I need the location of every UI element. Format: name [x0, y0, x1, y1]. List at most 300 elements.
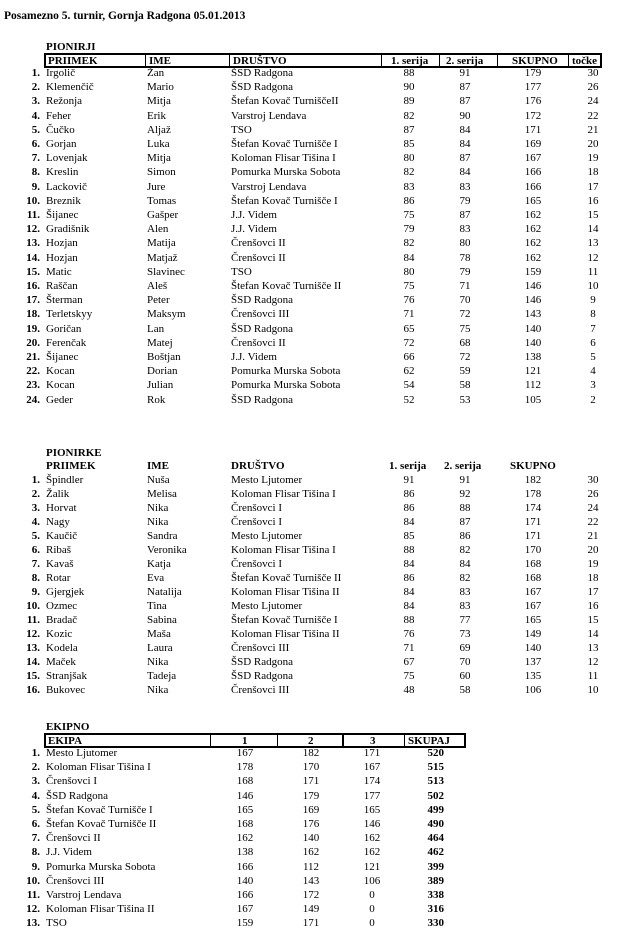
- cell-team: Varstroj Lendava: [46, 889, 122, 901]
- table-row: [0, 337, 640, 351]
- cell-points: 15: [587, 614, 599, 626]
- cell-points: 17: [587, 180, 599, 193]
- cell-points: 30: [587, 474, 599, 486]
- cell-total: 162: [524, 251, 542, 264]
- cell-surname: Hozjan: [46, 251, 78, 264]
- table-row: [0, 502, 640, 516]
- cell-first-name: Rok: [147, 393, 166, 406]
- cell-surname: Šijanec: [46, 351, 79, 363]
- cell-series-1: 71: [403, 642, 415, 654]
- cell-first-name: Tadeja: [147, 670, 177, 682]
- cell-club: Koloman Flisar Tišina I: [231, 488, 336, 500]
- table-row: [0, 642, 640, 656]
- cell-series-2: 86: [459, 530, 471, 542]
- cell-series-1: 84: [403, 251, 415, 264]
- cell-rank: 1.: [31, 747, 40, 759]
- cell-club: Pomurka Murska Sobota: [231, 365, 341, 378]
- cell-club: Črenšovci I: [231, 502, 283, 514]
- cell-points: 11: [587, 670, 599, 682]
- cell-rank: 22.: [26, 365, 40, 378]
- cell-series-2: 71: [459, 280, 471, 292]
- col-header-ime: IME: [147, 460, 169, 472]
- cell-team: TSO: [46, 917, 67, 930]
- cell-team: Pomurka Murska Sobota: [46, 860, 156, 873]
- cell-rank: 6.: [31, 138, 40, 150]
- cell-club: Koloman Flisar Tišina II: [231, 628, 340, 640]
- cell-total: 178: [524, 488, 542, 500]
- cell-series-1: 80: [403, 265, 415, 278]
- table-row: [0, 110, 640, 124]
- cell-points: 21: [587, 123, 599, 136]
- cell-club: Štefan Kovač Turnišče II: [231, 280, 342, 292]
- cell-round-1: 166: [236, 860, 254, 873]
- cell-series-2: 78: [459, 251, 471, 264]
- cell-points: 24: [587, 502, 599, 514]
- cell-round-2: 171: [302, 775, 320, 788]
- document-title: Posamezno 5. turnir, Gornja Radgona 05.01.2013: [4, 10, 246, 22]
- cell-series-2: 90: [459, 109, 471, 122]
- cell-surname: Gorjan: [46, 138, 77, 150]
- cell-series-2: 83: [459, 586, 471, 598]
- cell-surname: Breznik: [46, 194, 81, 207]
- cell-club: Štefan Kovač Turnišče I: [231, 194, 338, 207]
- cell-total: 176: [524, 95, 542, 108]
- cell-first-name: Mario: [147, 81, 174, 94]
- cell-round-3: 162: [363, 832, 381, 845]
- table-row: [0, 614, 640, 628]
- cell-club: Štefan Kovač Turnišče I: [231, 614, 338, 626]
- cell-rank: 8.: [31, 572, 40, 584]
- cell-points: 10: [587, 684, 599, 696]
- cell-rank: 15.: [26, 265, 40, 278]
- col-header-round3: 3: [370, 735, 376, 747]
- table-row: [0, 181, 640, 195]
- cell-points: 18: [587, 166, 599, 179]
- cell-series-1: 48: [403, 684, 415, 696]
- cell-total: 166: [524, 180, 542, 193]
- cell-series-1: 66: [403, 351, 415, 363]
- cell-rank: 11.: [26, 209, 40, 221]
- cell-series-1: 67: [403, 656, 415, 668]
- cell-rank: 10.: [26, 874, 40, 887]
- cell-series-2: 84: [459, 166, 471, 179]
- table-row: [0, 875, 640, 889]
- cell-round-3: 146: [363, 818, 381, 830]
- cell-series-1: 75: [403, 280, 415, 292]
- cell-total: 166: [524, 166, 542, 179]
- cell-total: 140: [524, 642, 542, 654]
- table-row: [0, 790, 640, 804]
- cell-first-name: Laura: [147, 642, 173, 654]
- cell-points: 21: [587, 530, 599, 542]
- col-header-skupno: SKUPNO: [510, 460, 556, 472]
- cell-total: 490: [427, 818, 444, 830]
- cell-rank: 24.: [26, 393, 40, 406]
- cell-series-2: 79: [459, 194, 471, 207]
- cell-rank: 4.: [31, 789, 40, 802]
- cell-club: TSO: [231, 123, 252, 136]
- cell-team: Mesto Ljutomer: [46, 747, 118, 759]
- cell-surname: Feher: [46, 109, 72, 122]
- cell-points: 26: [587, 81, 599, 94]
- table-row: [0, 474, 640, 488]
- cell-series-2: 70: [459, 294, 471, 307]
- col-header-ekipa: EKIPA: [48, 735, 83, 747]
- cell-club: J.J. Videm: [231, 223, 277, 236]
- cell-first-name: Matjaž: [147, 251, 178, 264]
- table-row: [0, 656, 640, 670]
- table-row: [0, 308, 640, 322]
- table-row: [0, 195, 640, 209]
- cell-round-3: 171: [363, 747, 381, 759]
- cell-series-2: 87: [459, 209, 471, 221]
- cell-first-name: Julian: [147, 379, 174, 392]
- table-row: [0, 209, 640, 223]
- cell-rank: 3.: [31, 95, 40, 108]
- cell-first-name: Eva: [147, 572, 165, 584]
- cell-series-1: 86: [403, 572, 415, 584]
- cell-first-name: Peter: [147, 294, 170, 307]
- cell-surname: Stranjšak: [46, 670, 87, 682]
- cell-first-name: Jure: [147, 180, 166, 193]
- cell-first-name: Mitja: [147, 95, 171, 108]
- table-row: [0, 861, 640, 875]
- cell-round-3: 167: [363, 761, 381, 774]
- cell-series-1: 86: [403, 502, 415, 514]
- cell-total: 171: [524, 530, 542, 542]
- cell-club: Varstroj Lendava: [231, 109, 307, 122]
- cell-first-name: Maša: [147, 628, 171, 640]
- cell-first-name: Žan: [147, 67, 165, 79]
- cell-total: 174: [524, 502, 542, 514]
- cell-series-1: 75: [403, 670, 415, 682]
- cell-rank: 5.: [31, 123, 40, 136]
- cell-points: 24: [587, 95, 599, 108]
- cell-points: 10: [587, 280, 599, 292]
- cell-round-1: 159: [236, 917, 254, 930]
- cell-series-2: 68: [459, 336, 471, 349]
- table-row: [0, 747, 640, 761]
- cell-total: 316: [427, 903, 444, 916]
- cell-club: Črenšovci I: [231, 558, 283, 570]
- cell-surname: Kozic: [46, 628, 73, 640]
- cell-series-2: 83: [459, 180, 471, 193]
- cell-series-2: 91: [459, 67, 471, 79]
- cell-points: 26: [587, 488, 599, 500]
- cell-series-1: 85: [403, 138, 415, 150]
- cell-series-1: 65: [403, 322, 415, 335]
- cell-surname: Terletskyy: [46, 308, 93, 321]
- cell-points: 16: [587, 194, 599, 207]
- cell-series-2: 75: [459, 322, 471, 335]
- cell-round-2: 112: [302, 860, 320, 873]
- cell-series-2: 83: [459, 223, 471, 236]
- cell-rank: 2.: [31, 761, 40, 774]
- cell-total: 167: [524, 152, 542, 165]
- cell-round-2: 182: [302, 747, 320, 759]
- cell-club: Varstroj Lendava: [231, 180, 307, 193]
- cell-club: Štefan Kovač TurniščeII: [231, 95, 339, 108]
- cell-round-2: 176: [302, 818, 320, 830]
- cell-total: 170: [524, 544, 542, 556]
- cell-rank: 21.: [26, 351, 40, 363]
- cell-rank: 13.: [26, 237, 40, 250]
- cell-rank: 3.: [31, 775, 40, 788]
- table-row: [0, 237, 640, 251]
- cell-round-1: 140: [236, 874, 254, 887]
- col-header-ime: IME: [149, 55, 171, 67]
- cell-club: ŠSD Radgona: [231, 67, 294, 79]
- cell-total: 146: [524, 294, 542, 307]
- cell-first-name: Nika: [147, 516, 169, 528]
- table-row: [0, 67, 640, 81]
- cell-first-name: Matej: [147, 336, 173, 349]
- cell-points: 19: [587, 152, 599, 165]
- cell-rank: 19.: [26, 322, 40, 335]
- cell-series-2: 69: [459, 642, 471, 654]
- cell-total: 135: [524, 670, 542, 682]
- cell-team: ŠSD Radgona: [46, 789, 109, 802]
- cell-total: 177: [524, 81, 542, 94]
- cell-total: 167: [524, 600, 542, 612]
- cell-series-1: 85: [403, 530, 415, 542]
- cell-series-1: 88: [403, 544, 415, 556]
- cell-surname: Klemenčič: [46, 81, 94, 94]
- cell-rank: 17.: [26, 294, 40, 307]
- cell-series-2: 82: [459, 544, 471, 556]
- cell-first-name: Nuša: [147, 474, 170, 486]
- cell-total: 162: [524, 223, 542, 236]
- cell-surname: Nagy: [46, 516, 70, 528]
- cell-rank: 12.: [26, 628, 40, 640]
- cell-rank: 14.: [26, 656, 40, 668]
- cell-round-2: 140: [302, 832, 320, 845]
- cell-round-1: 178: [236, 761, 254, 774]
- cell-points: 13: [587, 237, 599, 250]
- cell-points: 18: [587, 572, 599, 584]
- cell-round-1: 162: [236, 832, 254, 845]
- cell-club: Črenšovci I: [231, 516, 283, 528]
- col-header-serija2: 2. serija: [444, 460, 482, 472]
- cell-first-name: Matija: [147, 237, 176, 250]
- cell-rank: 11.: [26, 889, 40, 901]
- cell-series-1: 89: [403, 95, 415, 108]
- cell-points: 11: [587, 265, 599, 278]
- cell-rank: 23.: [26, 379, 40, 392]
- cell-surname: Horvat: [46, 502, 77, 514]
- cell-rank: 14.: [26, 251, 40, 264]
- cell-series-2: 58: [459, 379, 471, 392]
- table-row: [0, 323, 640, 337]
- cell-surname: Gradišnik: [46, 223, 90, 236]
- col-header-round2: 2: [308, 735, 314, 747]
- table-row: [0, 223, 640, 237]
- cell-first-name: Nika: [147, 502, 169, 514]
- table-row: [0, 670, 640, 684]
- cell-club: Črenšovci II: [231, 251, 286, 264]
- cell-rank: 3.: [31, 502, 40, 514]
- col-header-round1: 1: [242, 735, 248, 747]
- cell-surname: Šijanec: [46, 209, 79, 221]
- cell-total: 179: [524, 67, 542, 79]
- cell-first-name: Dorian: [147, 365, 178, 378]
- cell-round-1: 168: [236, 775, 254, 788]
- cell-series-1: 88: [403, 67, 415, 79]
- cell-total: 137: [524, 656, 542, 668]
- cell-total: 105: [524, 393, 542, 406]
- table-row: [0, 152, 640, 166]
- cell-club: Štefan Kovač Turnišče II: [231, 572, 342, 584]
- cell-series-1: 52: [403, 393, 415, 406]
- cell-rank: 10.: [26, 194, 40, 207]
- cell-first-name: Luka: [147, 138, 170, 150]
- cell-points: 22: [587, 516, 599, 528]
- cell-surname: Kodela: [46, 642, 78, 654]
- cell-round-3: 174: [363, 775, 381, 788]
- cell-club: Pomurka Murska Sobota: [231, 166, 341, 179]
- cell-total: 165: [524, 194, 542, 207]
- section-heading-pionirji: PIONIRJI: [46, 41, 96, 53]
- table-row: [0, 379, 640, 393]
- cell-rank: 13.: [26, 917, 40, 930]
- cell-total: 168: [524, 572, 542, 584]
- cell-round-1: 166: [236, 889, 254, 901]
- cell-round-2: 162: [302, 846, 320, 859]
- cell-first-name: Sabina: [147, 614, 177, 626]
- cell-round-2: 143: [302, 874, 320, 887]
- cell-first-name: Alen: [147, 223, 169, 236]
- cell-first-name: Boštjan: [147, 351, 181, 363]
- col-header-priimek: PRIIMEK: [46, 460, 96, 472]
- cell-first-name: Katja: [147, 558, 171, 570]
- cell-total: 146: [524, 280, 542, 292]
- cell-points: 4: [590, 365, 596, 378]
- table-row: [0, 95, 640, 109]
- cell-points: 19: [587, 558, 599, 570]
- cell-round-3: 121: [363, 860, 381, 873]
- cell-club: Mesto Ljutomer: [231, 600, 303, 612]
- cell-series-2: 88: [459, 502, 471, 514]
- cell-team: Štefan Kovač Turnišče I: [46, 803, 153, 816]
- cell-series-2: 58: [459, 684, 471, 696]
- col-header-serija1: 1. serija: [391, 55, 429, 67]
- cell-total: 169: [524, 138, 542, 150]
- cell-club: ŠSD Radgona: [231, 656, 294, 668]
- cell-series-2: 72: [459, 308, 471, 321]
- col-header-drustvo: DRUŠTVO: [233, 55, 287, 67]
- table-row: [0, 280, 640, 294]
- cell-round-2: 171: [302, 917, 320, 930]
- cell-club: Mesto Ljutomer: [231, 530, 303, 542]
- cell-total: 389: [427, 874, 444, 887]
- cell-points: 12: [587, 656, 599, 668]
- cell-first-name: Aljaž: [147, 123, 171, 136]
- cell-rank: 9.: [31, 180, 40, 193]
- cell-team: Črenšovci III: [46, 874, 105, 887]
- cell-series-1: 71: [403, 308, 415, 321]
- cell-round-3: 165: [363, 803, 381, 816]
- cell-round-3: 0: [369, 889, 375, 901]
- cell-surname: Irgolič: [46, 67, 76, 79]
- cell-total: 138: [524, 351, 542, 363]
- cell-surname: Režonja: [46, 95, 83, 108]
- cell-round-3: 162: [363, 846, 381, 859]
- cell-first-name: Nika: [147, 656, 169, 668]
- cell-surname: Čučko: [46, 123, 75, 136]
- cell-first-name: Simon: [147, 166, 176, 179]
- cell-club: J.J. Videm: [231, 351, 277, 363]
- cell-points: 6: [590, 336, 596, 349]
- cell-club: Koloman Flisar Tišina I: [231, 544, 336, 556]
- cell-surname: Špindler: [46, 474, 84, 486]
- ekipno-header-row: [44, 733, 466, 748]
- table-row: [0, 558, 640, 572]
- table-row: [0, 124, 640, 138]
- cell-rank: 1.: [31, 474, 40, 486]
- table-row: [0, 903, 640, 917]
- cell-total: 338: [427, 889, 444, 901]
- cell-surname: Raščan: [46, 280, 78, 292]
- cell-total: 162: [524, 209, 542, 221]
- cell-series-1: 82: [403, 237, 415, 250]
- cell-total: 140: [524, 336, 542, 349]
- cell-surname: Hozjan: [46, 237, 78, 250]
- cell-round-1: 168: [236, 818, 254, 830]
- cell-series-1: 87: [403, 123, 415, 136]
- cell-rank: 10.: [26, 600, 40, 612]
- cell-surname: Kavaš: [46, 558, 74, 570]
- cell-total: 112: [524, 379, 542, 392]
- cell-points: 2: [590, 393, 596, 406]
- cell-club: Črenšovci III: [231, 642, 290, 654]
- cell-rank: 9.: [31, 860, 40, 873]
- cell-total: 165: [524, 614, 542, 626]
- cell-surname: Ribaš: [46, 544, 72, 556]
- cell-points: 14: [587, 223, 599, 236]
- col-header-skupno: SKUPNO: [512, 55, 558, 67]
- table-row: [0, 365, 640, 379]
- cell-points: 15: [587, 209, 599, 221]
- cell-surname: Žalik: [46, 488, 70, 500]
- cell-club: Črenšovci III: [231, 308, 290, 321]
- cell-points: 3: [590, 379, 596, 392]
- pionirke-header-row: [44, 460, 598, 473]
- cell-club: ŠSD Radgona: [231, 81, 294, 94]
- table-row: [0, 600, 640, 614]
- cell-total: 140: [524, 322, 542, 335]
- cell-club: Štefan Kovač Turnišče I: [231, 138, 338, 150]
- section-heading-pionirke: PIONIRKE: [46, 447, 102, 459]
- cell-first-name: Melisa: [147, 488, 177, 500]
- cell-round-1: 138: [236, 846, 254, 859]
- table-row: [0, 761, 640, 775]
- cell-round-2: 172: [302, 889, 320, 901]
- cell-series-1: 75: [403, 209, 415, 221]
- cell-series-1: 86: [403, 488, 415, 500]
- cell-club: Črenšovci II: [231, 336, 286, 349]
- cell-total: 171: [524, 123, 542, 136]
- cell-series-2: 79: [459, 265, 471, 278]
- table-row: [0, 266, 640, 280]
- cell-club: Pomurka Murska Sobota: [231, 379, 341, 392]
- cell-club: Koloman Flisar Tišina I: [231, 152, 336, 165]
- cell-rank: 20.: [26, 336, 40, 349]
- cell-series-2: 87: [459, 516, 471, 528]
- table-row: [0, 252, 640, 266]
- cell-round-2: 149: [302, 903, 320, 916]
- cell-series-2: 77: [459, 614, 471, 626]
- cell-surname: Kaučič: [46, 530, 78, 542]
